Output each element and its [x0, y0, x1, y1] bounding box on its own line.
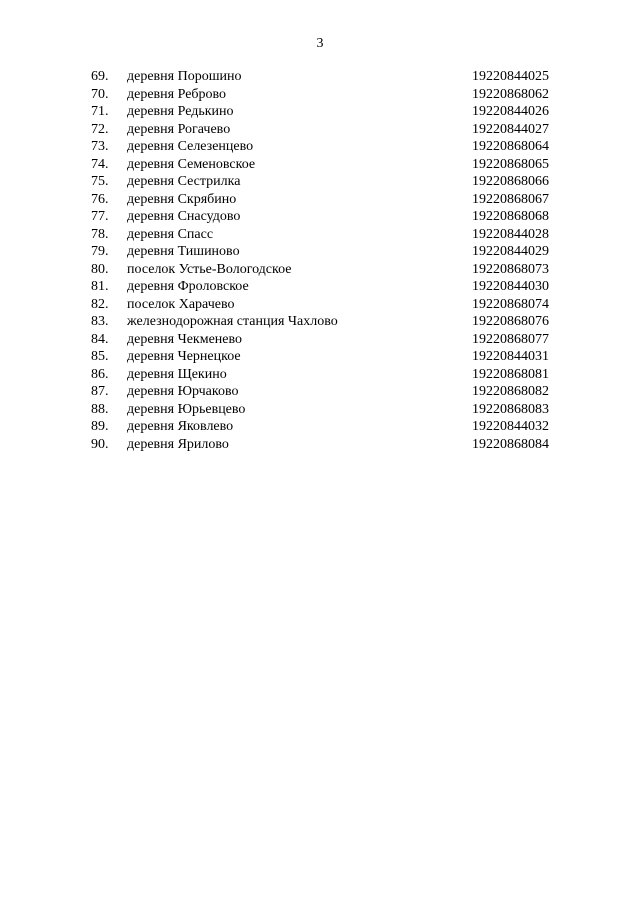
settlement-code: 19220868077	[472, 331, 549, 347]
settlement-name: деревня Юрчаково	[127, 384, 239, 399]
settlement-code: 19220868084	[472, 436, 549, 452]
settlement-list	[0, 68, 640, 453]
settlement-name: деревня Ярилово	[127, 436, 229, 452]
list-row	[0, 191, 640, 209]
settlement-code: 19220868083	[472, 401, 549, 417]
row-number: 72.	[91, 121, 109, 137]
list-row	[0, 313, 640, 331]
settlement-name: деревня Чернецкое	[127, 349, 241, 364]
row-number: 70.	[91, 86, 109, 102]
settlement-code: 19220868067	[472, 191, 549, 207]
list-row	[0, 156, 640, 174]
settlement-code: 19220844025	[472, 69, 549, 84]
settlement-name: деревня Реброво	[127, 86, 227, 102]
settlement-code: 19220844026	[472, 104, 549, 119]
list-row	[0, 418, 640, 436]
settlement-name: деревня Селезенцево	[127, 139, 254, 154]
settlement-name: железнодорожная станция Чахлово	[127, 314, 338, 329]
settlement-name: деревня Тишиново	[127, 244, 240, 259]
settlement-name: деревня Яковлево	[127, 419, 234, 434]
list-row	[0, 68, 640, 86]
list-row	[0, 243, 640, 261]
list-row	[0, 278, 640, 296]
settlement-code: 19220868065	[472, 156, 549, 172]
settlement-code: 19220844028	[472, 226, 549, 242]
row-number: 84.	[91, 331, 109, 347]
row-number: 79.	[91, 244, 109, 259]
row-number: 89.	[91, 419, 109, 434]
settlement-code: 19220844029	[472, 244, 549, 259]
settlement-name: деревня Юрьевцево	[127, 401, 246, 417]
settlement-code: 19220844027	[472, 121, 549, 137]
settlement-name: поселок Харачево	[127, 296, 235, 312]
row-number: 69.	[91, 69, 109, 84]
list-row	[0, 208, 640, 226]
list-row	[0, 103, 640, 121]
settlement-code: 19220868062	[472, 86, 549, 102]
list-row	[0, 383, 640, 401]
row-number: 77.	[91, 209, 109, 224]
settlement-code: 19220868073	[472, 261, 549, 277]
settlement-code: 19220868066	[472, 174, 549, 189]
settlement-code: 19220844030	[472, 279, 549, 294]
list-row	[0, 331, 640, 349]
list-row	[0, 173, 640, 191]
row-number: 90.	[91, 436, 109, 452]
settlement-code: 19220868082	[472, 384, 549, 399]
list-row	[0, 366, 640, 384]
row-number: 86.	[91, 366, 109, 382]
list-row	[0, 121, 640, 139]
list-row	[0, 226, 640, 244]
settlement-name: поселок Устье-Вологодское	[127, 261, 292, 277]
row-number: 73.	[91, 139, 109, 154]
list-row	[0, 86, 640, 104]
settlement-name: деревня Сестрилка	[127, 174, 241, 189]
settlement-code: 19220844032	[472, 419, 549, 434]
row-number: 80.	[91, 261, 109, 277]
settlement-name: деревня Щекино	[127, 366, 227, 382]
settlement-code: 19220868074	[472, 296, 549, 312]
settlement-code: 19220868076	[472, 314, 549, 329]
settlement-name: деревня Рогачево	[127, 121, 231, 137]
row-number: 83.	[91, 314, 109, 329]
settlement-name: деревня Семеновское	[127, 156, 256, 172]
settlement-code: 19220868064	[472, 139, 549, 154]
list-row	[0, 401, 640, 419]
row-number: 82.	[91, 296, 109, 312]
settlement-name: деревня Чекменево	[127, 331, 243, 347]
settlement-code: 19220868068	[472, 209, 549, 224]
row-number: 78.	[91, 226, 109, 242]
row-number: 85.	[91, 349, 109, 364]
settlement-code: 19220844031	[472, 349, 549, 364]
row-number: 81.	[91, 279, 109, 294]
row-number: 76.	[91, 191, 109, 207]
list-row	[0, 261, 640, 279]
row-number: 71.	[91, 104, 109, 119]
row-number: 75.	[91, 174, 109, 189]
settlement-name: деревня Скрябино	[127, 191, 237, 207]
settlement-code: 19220868081	[472, 366, 549, 382]
list-row	[0, 138, 640, 156]
page-number: 3	[316, 36, 324, 51]
list-row	[0, 296, 640, 314]
row-number: 88.	[91, 401, 109, 417]
settlement-name: деревня Спасс	[127, 226, 214, 242]
list-row	[0, 436, 640, 454]
row-number: 74.	[91, 156, 109, 172]
settlement-name: деревня Порошино	[127, 69, 242, 84]
settlement-name: деревня Редькино	[127, 104, 234, 119]
settlement-name: деревня Фроловское	[127, 279, 249, 294]
row-number: 87.	[91, 384, 109, 399]
list-row	[0, 348, 640, 366]
settlement-name: деревня Снасудово	[127, 209, 241, 224]
